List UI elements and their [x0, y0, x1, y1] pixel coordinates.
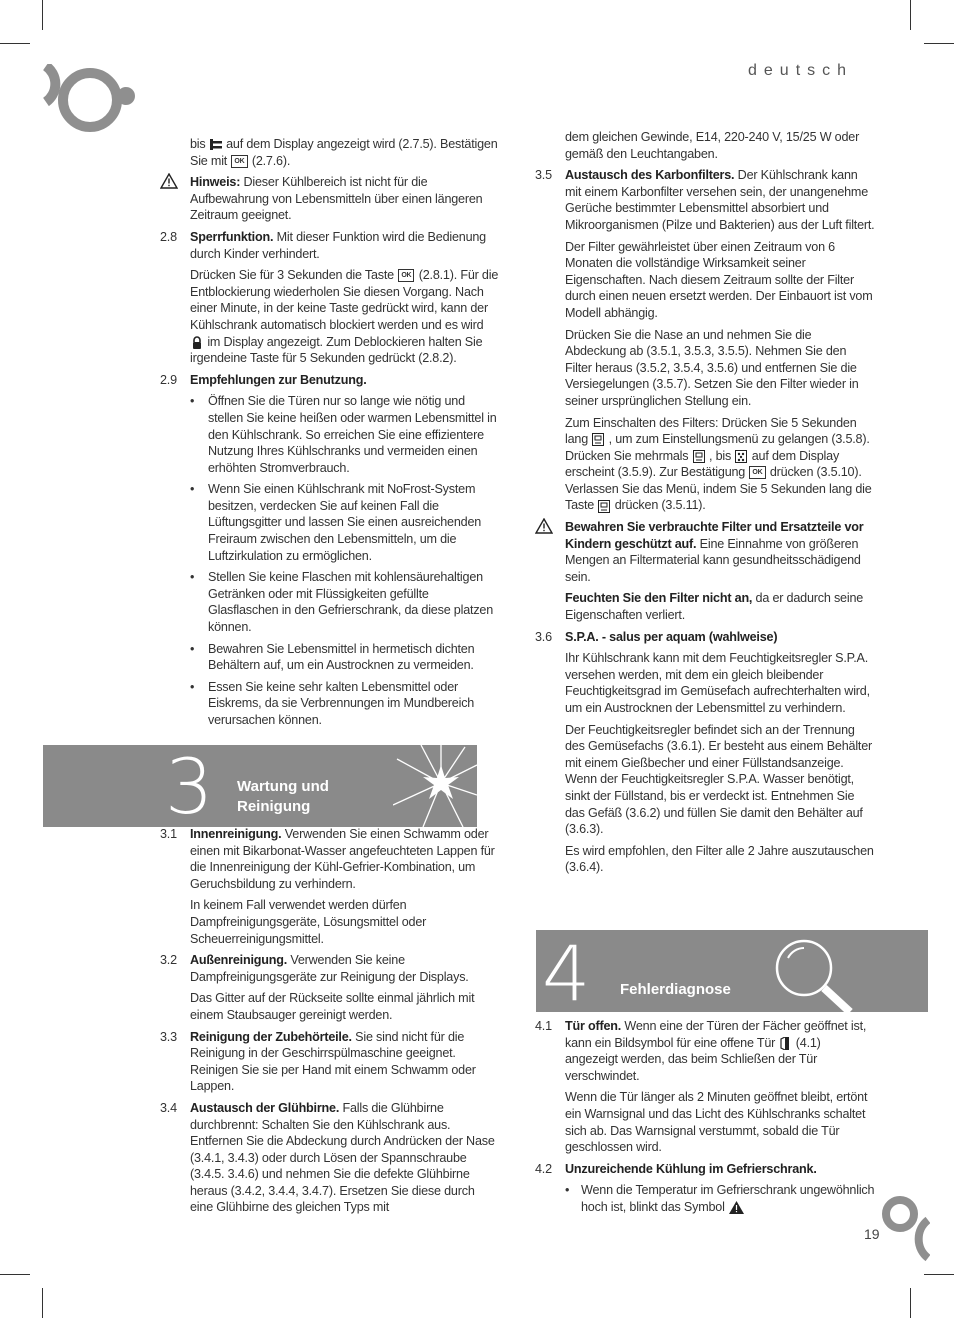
left-column	[160, 136, 500, 734]
section-paragraph	[535, 590, 875, 623]
list-item: • Wenn die Temperatur im Gefrierschrank ungewöhnlich hoch ist, blinkt das Symbol	[565, 1183, 875, 1214]
section-title: Außenreinigung.	[190, 953, 288, 968]
chapter-number: 3	[165, 742, 214, 831]
section-text: Falls die Glühbirne durchbrennt: Schalten Sie den Kühlschrank aus. Entfernen Sie die Abdeckung durch Andrücken der Nase (3.4.1, 3.4.3) oder durch Lösen der Spannschraube (3.4.5. 3.4.6) und nehmen Sie die defekte Glühbirne heraus (3.4.2, 3.4.4, 3.4.7). Ersetzen Sie diese durch eine Glühbirne des gleichen Typs mit	[190, 1100, 495, 1215]
section-paragraph: Drücken Sie die Nase an und nehmen Sie die Abdeckung ab (3.5.1, 3.5.3, 3.5.5). Nehmen Sie den Filter heraus (3.5.2, 3.5.4, 3.5.6) und entfernen Sie die Versiegelungen (3.5.7). Setzen Sie den Filter wieder in seiner ursprünglichen Stellung ein.	[565, 327, 859, 408]
section-3-4	[160, 1100, 500, 1216]
section-title: Reinigung der Zubehörteile.	[190, 1029, 352, 1044]
section-text: (4.1) angezeigt werden, das beim Schließen der Tür verschwindet.	[565, 1035, 821, 1083]
section-title: Sperrfunktion.	[190, 229, 274, 244]
note-text: Dieser Kühlbereich ist nicht für die Aufbewahrung von Lebensmitteln über einen längeren Zeitraum geeignet.	[190, 175, 483, 223]
list-item-text: Wenn Sie einen Kühlschrank mit NoFrost-System besitzen, verdecken Sie auf keinen Fall die Lüftungsgitter und lassen Sie einen ausreichenden Freiraum zwischen den Lebensmitteln, um die Luftzirkulation zu ermöglichen.	[208, 482, 482, 563]
section-number: 4.1	[535, 1019, 552, 1033]
crop-mark	[42, 0, 43, 30]
list-item: • Öffnen Sie die Türen nur so lange wie nötig und stellen Sie keine heißen oder warmen Lebensmittel in den Kühlschrank. So erreichen Sie eine effizientere Nutzung Ihres Kühlschranks und vermeiden einen erhöhten Stromverbrauch.	[190, 394, 497, 475]
warning-title: Bewahren Sie verbrauchte Filter und Ersatzteile vor Kindern geschützt auf.	[565, 520, 864, 551]
paragraph-text: (2.8.1). Für die Entblockierung wiederholen Sie diesen Vorgang. Nach einer Minute, in der keine Taste gedrückt wird, kann der Kühlschrank automatisch blockiert werden und es wird	[190, 268, 499, 332]
crop-mark	[910, 1288, 911, 1318]
section-number: 2.9	[160, 372, 177, 387]
section-title: S.P.A. - salus per aquam (wahlweise)	[565, 629, 778, 644]
section-number: 4.2	[535, 1161, 552, 1176]
section-number: 2.8	[160, 229, 177, 244]
compartment-icon	[210, 138, 222, 151]
section-title: Empfehlungen zur Benutzung.	[190, 372, 367, 387]
section-number: 3.4	[160, 1100, 177, 1115]
paragraph-text: Drücken Sie für 3 Sekunden die Taste	[190, 268, 394, 283]
section-text: Der Kühlschrank kann mit einem Karbonfilter versehen sein, der unangenehme Gerüche bestimmter Lebensmittel absorbiert und Mikroorganismen (Pilze und Bakterien) aus der Luft filtert.	[565, 168, 875, 232]
section-paragraph: Der Feuchtigkeitsregler befindet sich an der Trennung des Gemüsefachs (3.6.1). Er besteht aus einem Behälter mit einem Gießbecher und einer Füllstandsanzeige. Wenn der Feuchtigkeitsregler S.P.A. Wasser benötigt, sinkt der Füllstand, bis er verdeckt ist. Entnehmen Sie das Gefäß (3.6.2) und füllen Sie damit den Behälter auf (3.6.3).	[565, 722, 873, 837]
list-item: • Wenn Sie einen Kühlschrank mit NoFrost-System besitzen, verdecken Sie auf keinen Fall die Lüftungsgitter und lassen Sie einen ausreichenden Freiraum zwischen den Lebensmitteln, um die Luftzirkulation zu ermöglichen.	[190, 482, 482, 563]
hinweis-note	[160, 174, 500, 224]
chapter-number: 4	[542, 929, 591, 1018]
chapter-title: Fehlerdiagnose	[620, 981, 731, 998]
chapter-title-line: Wartung und	[237, 778, 329, 795]
section-paragraph: Wenn die Tür länger als 2 Minuten geöffnet bleibt, ertönt ein Warnsignal und das Licht des Kühlschranks schaltet sich ab. Das Warnsignal verstummt, sobald die Tür geschlossen wird.	[565, 1090, 868, 1155]
section-text: Wenn eine der Türen der Fächer geöffnet ist, kann ein Bildsymbol für eine offene Tür	[565, 1019, 867, 1050]
warning-icon	[160, 173, 178, 189]
paragraph-text: , um zum Einstellungsmenü zu gelangen (3.5.8). Drücken Sie mehrmals	[565, 432, 870, 463]
ok-key-icon: OK	[231, 155, 247, 168]
crop-mark	[910, 0, 911, 30]
paragraph-text: Zum Einschalten des Filters: Drücken Sie 5 Sekunden lang	[565, 415, 857, 447]
section-number: 3.5	[535, 168, 552, 183]
intro-text: (2.7.6).	[251, 153, 291, 168]
crop-mark	[924, 43, 954, 44]
brand-logo	[880, 1192, 930, 1262]
section-2-8	[160, 229, 500, 262]
paragraph-text: drücken (3.5.10). Verlassen Sie das Menü, indem Sie 5 Sekunden lang die Taste	[565, 465, 872, 513]
warning-icon	[729, 1201, 744, 1214]
paragraph-text: im Display angezeigt. Zum Deblockieren halten Sie irgendeine Taste für 5 Sekunden gedrückt (2.8.2).	[190, 334, 483, 366]
intro-paragraph	[160, 136, 500, 169]
section-paragraph: Der Filter gewährleistet über einen Zeitraum von 6 Monaten die vollständige Wirksamkeit seiner Eigenschaften. Nach diesem Zeitraum sollte der Filter durch einen neuen ersetzt werden. Der Einbauort ist vom Modell abhängig.	[565, 239, 873, 320]
paragraph-text: , bis	[709, 448, 732, 463]
chapter-3-banner	[43, 742, 477, 831]
left-column-lower	[160, 826, 500, 1221]
section-3-6	[535, 629, 875, 646]
section-title: Unzureichende Kühlung im Gefrierschrank.	[565, 1161, 817, 1176]
section-3-5	[535, 167, 875, 233]
section-4-1	[535, 1018, 875, 1084]
list-item-text: Wenn die Temperatur im Gefrierschrank ungewöhnlich hoch ist, blinkt das Symbol	[581, 1183, 875, 1214]
list-item-text: Öffnen Sie die Türen nur so lange wie nötig und stellen Sie keine heißen oder warmen Lebensmittel in den Kühlschrank. So erreichen Sie eine effizientere Nutzung Ihres Kühlschranks und vermeiden einen erhöhten Stromverbrauch.	[208, 394, 497, 475]
warning-icon	[535, 518, 553, 534]
section-3-1	[160, 826, 500, 892]
right-column-lower	[535, 1018, 875, 1221]
open-door-icon	[779, 1037, 791, 1050]
crop-mark	[0, 43, 30, 44]
section-title: Innenreinigung.	[190, 827, 282, 841]
section-text: Verwenden Sie einen Schwamm oder einen mit Bikarbonat-Wasser angefeuchteten Lappen für die Innenreinigung der Kühl-Gefrier-Kombination, um Geruchsbildung zu verhindern.	[190, 827, 495, 891]
section-paragraph: Ihr Kühlschrank kann mit dem Feuchtigkeitsregler S.P.A. versehen werden, mit dem ein gleich bleibender Feuchtigkeitsgrad im Gemüsefach aufrechterhalten wird, um ein Austrocknen der Lebensmittel zu verhindern.	[565, 651, 870, 715]
section-title: Austausch der Glühbirne.	[190, 1100, 340, 1115]
section-title: Austausch des Karbonfilters.	[565, 168, 735, 183]
lock-icon	[191, 336, 203, 349]
intro-text: bis	[190, 137, 206, 151]
ok-key-icon: OK	[749, 466, 765, 479]
crop-mark	[0, 1274, 30, 1275]
section-paragraph: In keinem Fall verwendet werden dürfen Dampfreinigungsgeräte, Lösungsmittel oder Scheuerreinigungsmittel.	[190, 898, 427, 946]
menu-key-icon	[693, 450, 705, 463]
brand-logo	[38, 64, 138, 138]
crop-mark	[42, 1288, 43, 1318]
language-label: deutsch	[748, 62, 854, 79]
list-item: • Stellen Sie keine Flaschen mit kohlensäurehaltigen Getränken oder mit Flüssigkeiten gefüllte Glasflaschen in den Gefrierschrank, da diese platzen können.	[190, 570, 494, 635]
crop-mark	[924, 1274, 954, 1275]
section-text: Verwenden Sie keine Dampfreinigungsgeräte zur Reinigung der Displays.	[190, 953, 469, 984]
section-text: Sie sind nicht für die Reinigung in der Geschirrspülmaschine geeignet. Reinigen Sie sie per Hand mit einem Schwamm oder Lappen.	[190, 1029, 476, 1094]
chapter-title	[237, 777, 329, 817]
section-paragraph	[535, 415, 875, 515]
list-item: • Bewahren Sie Lebensmittel in hermetisch dichten Behältern auf, um ein Austrocknen zu vermeiden.	[190, 641, 475, 673]
filter-warning	[535, 519, 875, 585]
warning-text: Eine Einnahme von größeren Mengen an Filtermaterial kann gesundheitsschädigend sein.	[565, 536, 861, 584]
section-number: 3.6	[535, 629, 552, 644]
section-number: 3.2	[160, 953, 177, 968]
section-text: Mit dieser Funktion wird die Bedienung durch Kinder verhindert.	[190, 229, 486, 261]
magnifier-icon	[770, 936, 860, 1012]
section-number: 3.1	[160, 827, 177, 841]
section-2-9	[160, 372, 500, 389]
section-2-8-paragraph	[160, 267, 500, 367]
page-number: 19	[864, 1226, 880, 1242]
section-paragraph: Das Gitter auf der Rückseite sollte einmal jährlich mit einem Staubsauger gereinigt werden.	[190, 991, 475, 1022]
paragraph-text: auf dem Display erscheint (3.5.9). Zur Bestätigung	[565, 448, 840, 480]
filter-icon	[735, 450, 747, 463]
paragraph-text: drücken (3.5.11).	[614, 498, 706, 513]
paragraph-bold: Feuchten Sie den Filter nicht an,	[565, 591, 753, 606]
ok-key-icon: OK	[398, 269, 414, 282]
list-item-text: Essen Sie keine sehr kalten Lebensmittel oder Eiskrems, da sie Verbrennungen im Mundbereich verursachen können.	[208, 679, 475, 727]
chapter-4-banner	[536, 929, 928, 1018]
section-4-2	[535, 1161, 875, 1178]
list-item-text: Stellen Sie keine Flaschen mit kohlensäurehaltigen Getränken oder mit Flüssigkeiten gefüllte Glasflaschen in den Gefrierschrank, da diese platzen können.	[208, 570, 494, 635]
list-item-text: Bewahren Sie Lebensmittel in hermetisch dichten Behältern auf, um ein Austrocknen zu vermeiden.	[208, 641, 475, 673]
section-3-3	[160, 1029, 500, 1095]
menu-key-icon	[592, 433, 604, 446]
section-number: 3.3	[160, 1029, 177, 1044]
note-label: Hinweis:	[190, 175, 241, 190]
continued-paragraph: dem gleichen Gewinde, E14, 220-240 V, 15/25 W oder gemäß den Leuchtangaben.	[565, 130, 860, 161]
list-item: • Essen Sie keine sehr kalten Lebensmittel oder Eiskrems, da sie Verbrennungen im Mundbereich verursachen können.	[190, 679, 475, 727]
chapter-title-line: Reinigung	[237, 798, 311, 815]
right-column	[535, 129, 875, 881]
sparkle-icon	[393, 745, 477, 827]
menu-key-icon	[598, 500, 610, 513]
section-title: Tür offen.	[565, 1019, 622, 1033]
paragraph-text: da er dadurch seine Eigenschaften verliert.	[565, 591, 864, 623]
section-3-2	[160, 952, 500, 985]
section-paragraph: Es wird empfohlen, den Filter alle 2 Jahre auszutauschen (3.6.4).	[565, 843, 874, 875]
intro-text: auf dem Display angezeigt wird (2.7.5). Bestätigen Sie mit	[190, 137, 498, 168]
